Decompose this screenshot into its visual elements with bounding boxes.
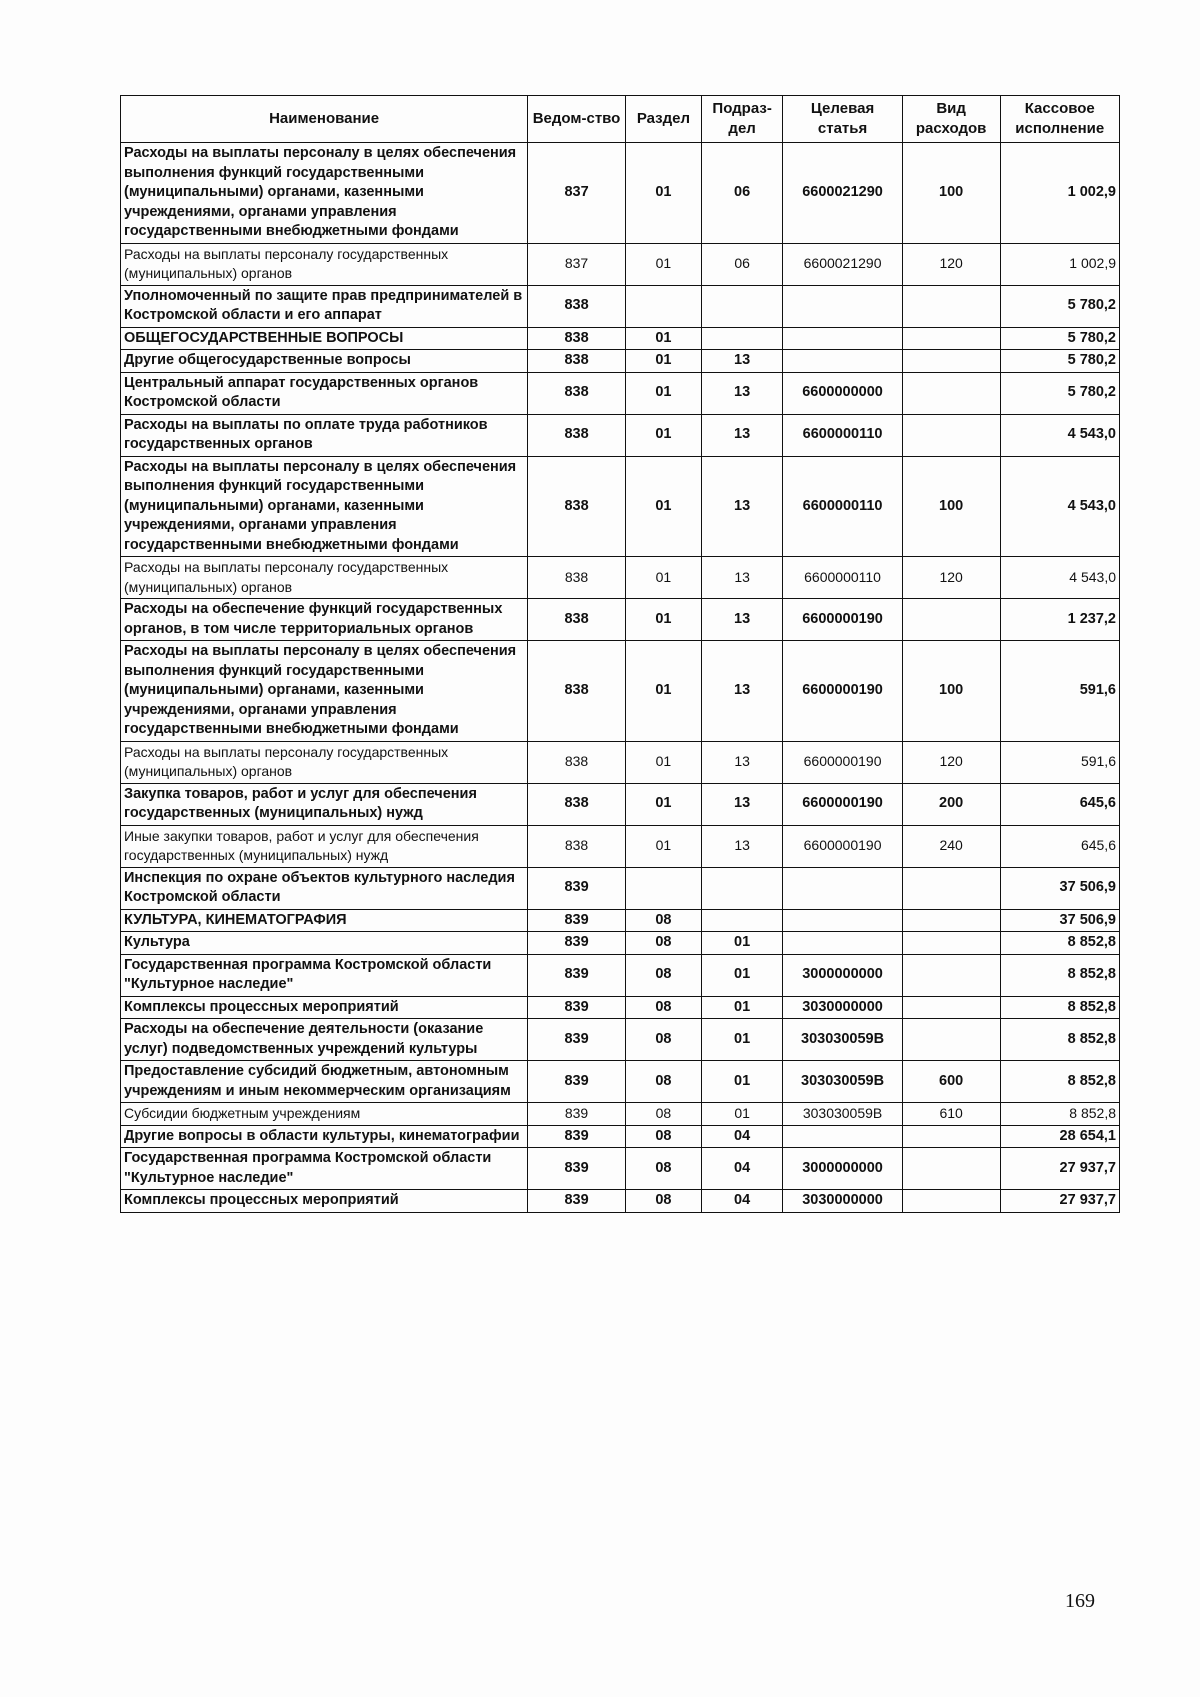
row-name-cell: Государственная программа Костромской области "Культурное наследие"	[121, 954, 528, 996]
row-type-cell: 120	[902, 557, 1000, 599]
row-target-cell	[783, 285, 902, 327]
row-section-cell: 01	[625, 825, 701, 867]
row-dept-cell: 838	[528, 372, 626, 414]
table-row	[121, 372, 1120, 414]
row-type-cell: 610	[902, 1103, 1000, 1126]
row-dept-cell: 838	[528, 741, 626, 783]
row-section-cell: 08	[625, 1125, 701, 1148]
table-row	[121, 1019, 1120, 1061]
row-dept-cell: 838	[528, 414, 626, 456]
row-type-cell: 100	[902, 641, 1000, 742]
row-target-cell	[783, 932, 902, 955]
row-exec-cell: 8 852,8	[1000, 954, 1120, 996]
table-row	[121, 1061, 1120, 1103]
row-target-cell: 6600000190	[783, 599, 902, 641]
row-dept-cell: 838	[528, 350, 626, 373]
row-exec-cell: 37 506,9	[1000, 867, 1120, 909]
row-exec-cell: 27 937,7	[1000, 1148, 1120, 1190]
row-name-cell: Расходы на выплаты персоналу государственных (муниципальных) органов	[121, 243, 528, 285]
row-section-cell: 08	[625, 954, 701, 996]
row-target-cell: 303030059В	[783, 1019, 902, 1061]
row-exec-cell: 5 780,2	[1000, 350, 1120, 373]
row-name-cell: Расходы на выплаты по оплате труда работников государственных органов	[121, 414, 528, 456]
table-row	[121, 1190, 1120, 1213]
row-type-cell: 100	[902, 143, 1000, 244]
table-row	[121, 599, 1120, 641]
row-section-cell: 01	[625, 143, 701, 244]
row-type-cell	[902, 327, 1000, 350]
row-section-cell: 01	[625, 372, 701, 414]
table-row	[121, 456, 1120, 557]
row-target-cell: 6600000190	[783, 783, 902, 825]
header-target: Целевая статья	[783, 96, 902, 143]
row-subsection-cell: 06	[701, 143, 782, 244]
row-dept-cell: 839	[528, 932, 626, 955]
row-section-cell	[625, 867, 701, 909]
page-number: 169	[1065, 1590, 1095, 1612]
row-target-cell: 303030059В	[783, 1061, 902, 1103]
row-type-cell: 240	[902, 825, 1000, 867]
row-subsection-cell	[701, 909, 782, 932]
row-target-cell: 6600000110	[783, 456, 902, 557]
row-name-cell: КУЛЬТУРА, КИНЕМАТОГРАФИЯ	[121, 909, 528, 932]
table-row	[121, 1125, 1120, 1148]
row-dept-cell: 838	[528, 327, 626, 350]
header-row	[121, 96, 1120, 143]
table-row	[121, 825, 1120, 867]
row-name-cell: Расходы на выплаты персоналу в целях обеспечения выполнения функций государственными (муниципальными) органами, казенными учреждениями, органами управления государственными внебюджетными фондами	[121, 641, 528, 742]
table-row	[121, 783, 1120, 825]
row-type-cell	[902, 1125, 1000, 1148]
row-exec-cell: 8 852,8	[1000, 932, 1120, 955]
table-row	[121, 350, 1120, 373]
row-type-cell	[902, 1190, 1000, 1213]
row-section-cell: 08	[625, 1061, 701, 1103]
row-name-cell: Комплексы процессных мероприятий	[121, 996, 528, 1019]
row-subsection-cell: 13	[701, 372, 782, 414]
row-exec-cell: 8 852,8	[1000, 1061, 1120, 1103]
row-name-cell: Инспекция по охране объектов культурного наследия Костромской области	[121, 867, 528, 909]
row-dept-cell: 839	[528, 1019, 626, 1061]
row-name-cell: Закупка товаров, работ и услуг для обеспечения государственных (муниципальных) нужд	[121, 783, 528, 825]
table-row	[121, 414, 1120, 456]
row-section-cell: 08	[625, 932, 701, 955]
row-dept-cell: 839	[528, 1061, 626, 1103]
row-type-cell	[902, 1148, 1000, 1190]
row-subsection-cell: 01	[701, 996, 782, 1019]
row-dept-cell: 838	[528, 285, 626, 327]
row-subsection-cell: 13	[701, 414, 782, 456]
row-exec-cell: 8 852,8	[1000, 996, 1120, 1019]
row-subsection-cell: 01	[701, 954, 782, 996]
row-exec-cell: 8 852,8	[1000, 1103, 1120, 1126]
row-subsection-cell	[701, 285, 782, 327]
row-subsection-cell	[701, 867, 782, 909]
row-subsection-cell: 13	[701, 825, 782, 867]
row-name-cell: Предоставление субсидий бюджетным, автономным учреждениям и иным некоммерческим организациям	[121, 1061, 528, 1103]
row-name-cell: Расходы на выплаты персоналу в целях обеспечения выполнения функций государственными (муниципальными) органами, казенными учреждениями, органами управления государственными внебюджетными фондами	[121, 143, 528, 244]
row-subsection-cell	[701, 327, 782, 350]
table-row	[121, 243, 1120, 285]
row-dept-cell: 837	[528, 243, 626, 285]
row-type-cell	[902, 996, 1000, 1019]
row-target-cell: 6600000190	[783, 641, 902, 742]
row-dept-cell: 838	[528, 783, 626, 825]
row-subsection-cell: 01	[701, 1103, 782, 1126]
row-section-cell: 01	[625, 327, 701, 350]
row-target-cell: 6600000190	[783, 825, 902, 867]
row-dept-cell: 839	[528, 1190, 626, 1213]
row-subsection-cell: 13	[701, 350, 782, 373]
row-target-cell: 6600000110	[783, 557, 902, 599]
row-exec-cell: 27 937,7	[1000, 1190, 1120, 1213]
header-name: Наименование	[121, 96, 528, 143]
row-target-cell: 6600000000	[783, 372, 902, 414]
row-exec-cell: 37 506,9	[1000, 909, 1120, 932]
row-target-cell: 6600000110	[783, 414, 902, 456]
row-subsection-cell: 01	[701, 1061, 782, 1103]
row-target-cell: 3000000000	[783, 954, 902, 996]
row-dept-cell: 838	[528, 641, 626, 742]
row-type-cell	[902, 285, 1000, 327]
header-section: Раздел	[625, 96, 701, 143]
row-dept-cell: 837	[528, 143, 626, 244]
row-target-cell	[783, 327, 902, 350]
row-section-cell: 01	[625, 641, 701, 742]
table-body	[121, 143, 1120, 1213]
row-exec-cell: 5 780,2	[1000, 327, 1120, 350]
row-type-cell	[902, 414, 1000, 456]
table-header	[121, 96, 1120, 143]
row-name-cell: Расходы на обеспечение функций государственных органов, в том числе территориальных органов	[121, 599, 528, 641]
row-section-cell: 08	[625, 996, 701, 1019]
row-type-cell: 200	[902, 783, 1000, 825]
row-target-cell: 3030000000	[783, 996, 902, 1019]
row-type-cell	[902, 372, 1000, 414]
row-type-cell: 120	[902, 741, 1000, 783]
row-target-cell: 303030059В	[783, 1103, 902, 1126]
row-name-cell: Иные закупки товаров, работ и услуг для обеспечения государственных (муниципальных) нужд	[121, 825, 528, 867]
row-dept-cell: 839	[528, 996, 626, 1019]
table-row	[121, 285, 1120, 327]
row-exec-cell: 645,6	[1000, 825, 1120, 867]
row-subsection-cell: 13	[701, 783, 782, 825]
row-subsection-cell: 01	[701, 1019, 782, 1061]
row-target-cell	[783, 350, 902, 373]
row-exec-cell: 4 543,0	[1000, 414, 1120, 456]
row-dept-cell: 839	[528, 867, 626, 909]
header-type: Вид расходов	[902, 96, 1000, 143]
header-exec: Кассовое исполнение	[1000, 96, 1120, 143]
row-type-cell	[902, 1019, 1000, 1061]
row-dept-cell: 839	[528, 954, 626, 996]
row-type-cell: 600	[902, 1061, 1000, 1103]
table-row	[121, 867, 1120, 909]
row-type-cell	[902, 599, 1000, 641]
row-name-cell: Субсидии бюджетным учреждениям	[121, 1103, 528, 1126]
row-section-cell: 01	[625, 243, 701, 285]
row-type-cell	[902, 350, 1000, 373]
row-subsection-cell: 13	[701, 456, 782, 557]
row-section-cell: 01	[625, 456, 701, 557]
row-exec-cell: 28 654,1	[1000, 1125, 1120, 1148]
row-subsection-cell: 01	[701, 932, 782, 955]
row-section-cell: 08	[625, 1148, 701, 1190]
row-name-cell: Культура	[121, 932, 528, 955]
table-row	[121, 1103, 1120, 1126]
row-exec-cell: 1 002,9	[1000, 143, 1120, 244]
row-dept-cell: 838	[528, 557, 626, 599]
header-dept: Ведом-ство	[528, 96, 626, 143]
row-exec-cell: 645,6	[1000, 783, 1120, 825]
row-section-cell: 01	[625, 783, 701, 825]
table-row	[121, 327, 1120, 350]
table-row	[121, 143, 1120, 244]
row-subsection-cell: 04	[701, 1125, 782, 1148]
row-section-cell: 08	[625, 1103, 701, 1126]
row-exec-cell: 1 237,2	[1000, 599, 1120, 641]
row-exec-cell: 591,6	[1000, 741, 1120, 783]
row-exec-cell: 4 543,0	[1000, 557, 1120, 599]
row-name-cell: Другие вопросы в области культуры, кинематографии	[121, 1125, 528, 1148]
row-section-cell: 08	[625, 909, 701, 932]
row-target-cell	[783, 1125, 902, 1148]
row-subsection-cell: 13	[701, 741, 782, 783]
row-name-cell: Уполномоченный по защите прав предпринимателей в Костромской области и его аппарат	[121, 285, 528, 327]
row-section-cell: 01	[625, 414, 701, 456]
row-type-cell	[902, 932, 1000, 955]
row-subsection-cell: 13	[701, 641, 782, 742]
row-name-cell: Расходы на выплаты персоналу государственных (муниципальных) органов	[121, 741, 528, 783]
row-target-cell	[783, 909, 902, 932]
row-dept-cell: 838	[528, 456, 626, 557]
row-name-cell: Расходы на обеспечение деятельности (оказание услуг) подведомственных учреждений культуры	[121, 1019, 528, 1061]
table-row	[121, 741, 1120, 783]
table-row	[121, 954, 1120, 996]
row-exec-cell: 4 543,0	[1000, 456, 1120, 557]
row-subsection-cell: 04	[701, 1148, 782, 1190]
row-subsection-cell: 06	[701, 243, 782, 285]
row-name-cell: Расходы на выплаты персоналу в целях обеспечения выполнения функций государственными (муниципальными) органами, казенными учреждениями, органами управления государственными внебюджетными фондами	[121, 456, 528, 557]
row-type-cell	[902, 867, 1000, 909]
table-row	[121, 1148, 1120, 1190]
row-subsection-cell: 04	[701, 1190, 782, 1213]
row-type-cell	[902, 954, 1000, 996]
row-target-cell: 6600021290	[783, 143, 902, 244]
row-target-cell: 3030000000	[783, 1190, 902, 1213]
row-name-cell: ОБЩЕГОСУДАРСТВЕННЫЕ ВОПРОСЫ	[121, 327, 528, 350]
row-subsection-cell: 13	[701, 557, 782, 599]
row-exec-cell: 5 780,2	[1000, 372, 1120, 414]
row-dept-cell: 839	[528, 1125, 626, 1148]
row-section-cell: 08	[625, 1190, 701, 1213]
row-name-cell: Комплексы процессных мероприятий	[121, 1190, 528, 1213]
row-dept-cell: 838	[528, 825, 626, 867]
row-dept-cell: 839	[528, 909, 626, 932]
row-name-cell: Другие общегосударственные вопросы	[121, 350, 528, 373]
table-row	[121, 909, 1120, 932]
budget-table	[120, 95, 1120, 1213]
table-row	[121, 996, 1120, 1019]
row-section-cell: 01	[625, 741, 701, 783]
row-target-cell	[783, 867, 902, 909]
table-row	[121, 641, 1120, 742]
row-type-cell: 100	[902, 456, 1000, 557]
row-target-cell: 6600021290	[783, 243, 902, 285]
row-type-cell	[902, 909, 1000, 932]
row-section-cell: 01	[625, 557, 701, 599]
row-name-cell: Государственная программа Костромской области "Культурное наследие"	[121, 1148, 528, 1190]
row-exec-cell: 5 780,2	[1000, 285, 1120, 327]
header-subsection: Подраз-дел	[701, 96, 782, 143]
row-target-cell: 6600000190	[783, 741, 902, 783]
row-section-cell: 08	[625, 1019, 701, 1061]
row-dept-cell: 839	[528, 1148, 626, 1190]
row-target-cell: 3000000000	[783, 1148, 902, 1190]
row-exec-cell: 591,6	[1000, 641, 1120, 742]
row-section-cell: 01	[625, 350, 701, 373]
row-name-cell: Расходы на выплаты персоналу государственных (муниципальных) органов	[121, 557, 528, 599]
row-type-cell: 120	[902, 243, 1000, 285]
row-name-cell: Центральный аппарат государственных органов Костромской области	[121, 372, 528, 414]
row-dept-cell: 838	[528, 599, 626, 641]
row-exec-cell: 8 852,8	[1000, 1019, 1120, 1061]
row-dept-cell: 839	[528, 1103, 626, 1126]
row-section-cell: 01	[625, 599, 701, 641]
row-exec-cell: 1 002,9	[1000, 243, 1120, 285]
row-section-cell	[625, 285, 701, 327]
table-row	[121, 932, 1120, 955]
row-subsection-cell: 13	[701, 599, 782, 641]
table-row	[121, 557, 1120, 599]
